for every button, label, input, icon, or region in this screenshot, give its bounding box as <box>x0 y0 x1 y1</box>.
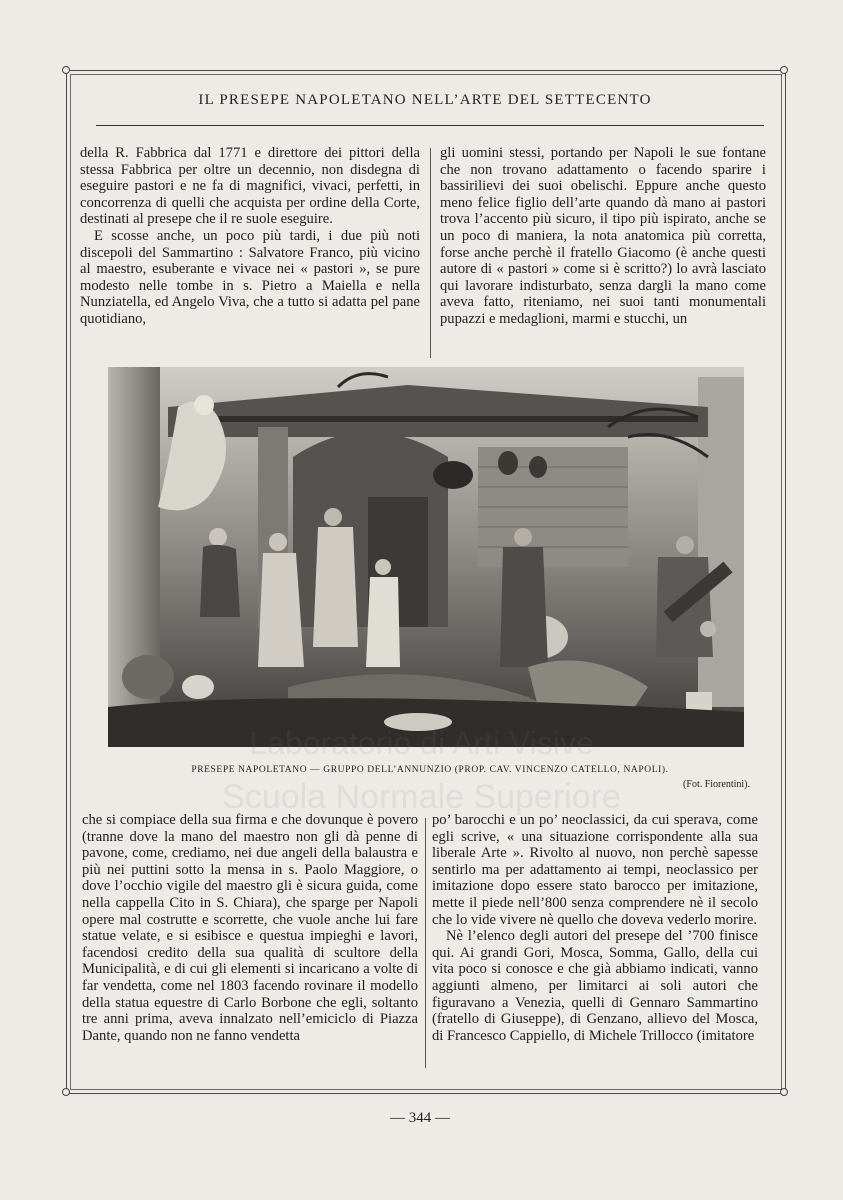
paragraph: E scosse anche, un poco più tardi, i due più noti discepoli del Sammartino : Salvatore Franco, più vicino al maestro, esuberante e vivace nei « pastori », se pure modesto nelle tombe in s. Pietro a Maiella e nella Nunziatella, ed Angelo Viva, che a tutto si adatta pel pane quotidiano, <box>80 227 420 327</box>
paragraph: Nè l’elenco degli autori del presepe del ’700 finisce qui. Ai grandi Gori, Mosca, Somma, Gallo, della cui vita poco si conosce e che già abbiamo indicati, vanno aggiunti almeno, per limitarci ai soli autori che figuravano a Venezia, quelli di Gennaro Sammartino (fratello di Giuseppe), di Genzano, allievo del Mosca, di Francesco Cappiello, di Michele Trillocco (imitatore <box>432 928 758 1044</box>
page-number: — 344 — <box>390 1110 450 1126</box>
frame-corner-ornament <box>780 1088 788 1096</box>
photo-credit: (Fot. Fiorentini). <box>683 779 750 790</box>
bottom-left-column <box>82 812 418 1044</box>
paragraph: gli uomini stessi, portando per Napoli le sue fontane che non trovano adattamento o facendo sparire i bassirilievi dei suoi obelischi. Eppure anche questo meno felice figlio dell’arte quando dà mano ai pastori trova l’accento più sicuro, il tipo più ispirato, anche se un poco di maniera, la nota anatomica più corretta, forse anche perchè il fratello Giacomo (è anche questi autore di « pastori » come si è scritto?) lo avrà lasciato qui lavorare indisturbato, senza dargli la mano come aveva fatto, riteniamo, nei suoi tanti monumentali pupazzi e medaglioni, marmi e stucchi, un <box>440 145 766 327</box>
column-divider <box>425 818 426 1068</box>
top-right-column <box>440 145 766 328</box>
header-rule <box>96 125 764 126</box>
frame-corner-ornament <box>780 66 788 74</box>
photo-caption: PRESEPE NAPOLETANO — GRUPPO DELL’ANNUNZIO (PROP. CAV. VINCENZO CATELLO, NAPOLI). <box>191 765 669 775</box>
frame-corner-ornament <box>62 1088 70 1096</box>
running-head: IL PRESEPE NAPOLETANO NELL’ARTE DEL SETTECENTO <box>198 92 652 108</box>
column-divider <box>430 148 431 358</box>
paragraph: po’ barocchi e un po’ neoclassici, da cui sperava, come egli scrive, « una situazione corrispondente alla sua liberale Arte ». Rivolto al nuovo, non perchè sapesse sentirlo ma per adattamento ai tempi, neoclassico per imitazione dopo essere stato barocco per imitazione, mette il piede nell’800 senza comprendere nè il secolo che lo vide vivere nè quello che doveva vederlo morire. <box>432 812 758 928</box>
paragraph: della R. Fabbrica dal 1771 e direttore dei pittori della stessa Fabbrica per oltre un decennio, non disdegna di eseguire pastori e ne fa di magnifici, vivaci, perfetti, in concorrenza di quelli che acquista per ordine della Corte, destinati al presepe che il re suole eseguire. <box>80 145 420 228</box>
top-left-column <box>80 145 420 328</box>
paragraph: che si compiace della sua firma e che dovunque è povero (tranne dove la mano del maestro non gli dà penne di pavone, come, crediamo, nei due angeli della balaustra e più nei puttini sotto la mensa in s. Paolo Maggiore, o dove l’occhio vigile del maestro gli è sicura guida, come nella cappella Cito in S. Chiara), che sparge per Napoli opere mal costrutte e scorrette, che vuole anche lui fare statue velate, e si esibisce e questua impieghi e lavori, facendosi credito della sua qualità di scultore della Municipalità, e di cui gli elementi si incaricano a volte di far vendetta, come nel 1803 facendo rovinare il modello della statua equestre di Carlo Borbone che egli, soltanto tre anni prima, aveva innalzato nell’emiciclo di Piazza Dante, quando non ne fanno vendetta <box>82 812 418 1044</box>
presepe-photograph <box>108 367 744 747</box>
bottom-right-column <box>432 812 758 1044</box>
watermark-line: Scuola Normale Superiore <box>222 778 621 816</box>
frame-corner-ornament <box>62 66 70 74</box>
presepe-photo-illustration <box>108 367 744 747</box>
